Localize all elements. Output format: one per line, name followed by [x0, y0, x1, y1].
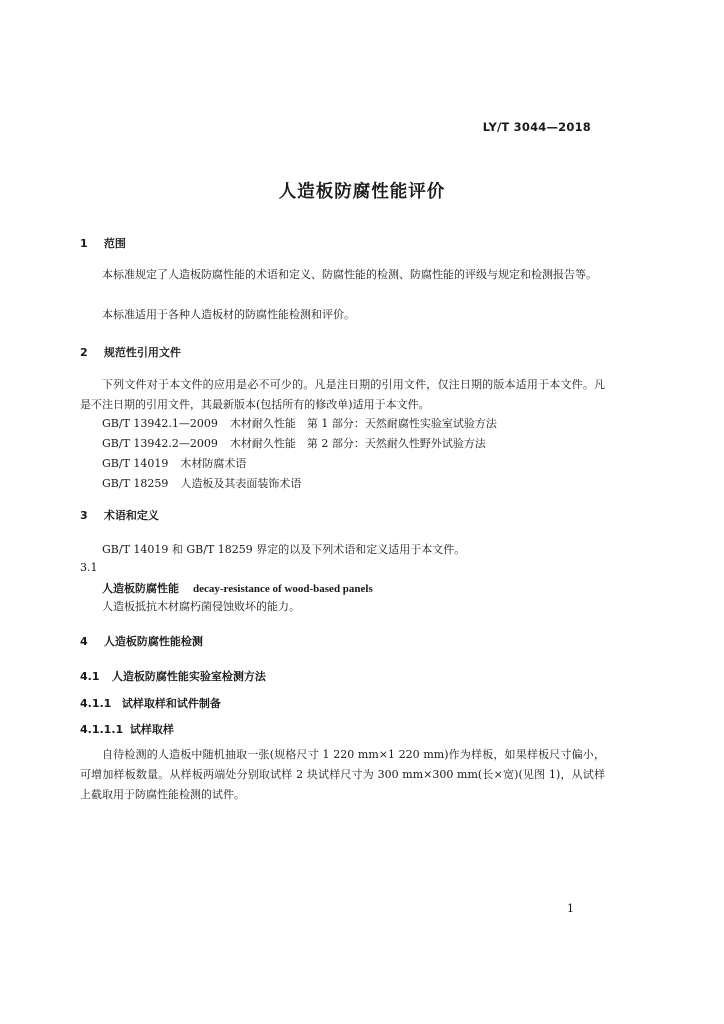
section-4-1-heading [80, 668, 266, 684]
section-4-paragraph-1: 自待检测的人造板中随机抽取一张(规格尺寸 1 220 mm×1 220 mm)作为样板，如果样板尺寸偏小，可增加样板数量。从样板两端处分别取试样 2 块试样尺寸为 300 mm×300 mm(长×宽)(见图 1)，从试样上截取用于防腐性能检测的试件。 [80, 748, 605, 801]
section-4-1-1-heading [80, 695, 221, 711]
section-3-title: 术语和定义 [103, 509, 159, 522]
reference-code: GB/T 14019 [102, 457, 169, 470]
reference-item [102, 455, 246, 471]
reference-item [102, 435, 486, 451]
reference-code: GB/T 13942.1—2009 [102, 417, 218, 430]
subsection-3-1-number: 3.1 [80, 561, 98, 574]
document-code: LY/T 3044—2018 [482, 120, 591, 134]
document-title: 人造板防腐性能评价 [278, 182, 446, 202]
term-chinese: 人造板防腐性能 [102, 582, 179, 595]
reference-code: GB/T 13942.2—2009 [102, 437, 218, 450]
section-1-heading [80, 235, 126, 251]
section-3-paragraph-1: GB/T 14019 和 GB/T 18259 界定的以及下列术语和定义适用于本文件。 [102, 543, 466, 556]
term-definition: 人造板抵抗木材腐朽菌侵蚀败坏的能力。 [102, 600, 300, 613]
section-1-paragraph-2: 本标准适用于各种人造板材的防腐性能检测和评价。 [102, 308, 355, 321]
section-4-heading [80, 633, 203, 649]
reference-name: 木材防腐术语 [180, 457, 247, 470]
section-4-1-1-title: 试样取样和试件制备 [121, 697, 221, 710]
section-4-1-title: 人造板防腐性能实验室检测方法 [111, 670, 266, 683]
section-3-heading [80, 507, 159, 523]
page-number: 1 [567, 902, 574, 915]
section-4-title: 人造板防腐性能检测 [103, 635, 203, 648]
section-4-1-1-1-number: 4.1.1.1 [80, 723, 124, 736]
reference-name: 人造板及其表面装饰术语 [180, 477, 302, 490]
reference-code: GB/T 18259 [102, 477, 169, 490]
section-3-number: 3 [80, 509, 88, 522]
reference-item [102, 415, 497, 431]
reference-item [102, 475, 301, 491]
section-1-number: 1 [80, 237, 88, 250]
section-4-1-1-1-title: 试样取样 [129, 723, 174, 736]
section-4-1-1-1-heading [80, 721, 174, 737]
reference-name: 木材耐久性能 第 1 部分：天然耐腐性实验室试验方法 [229, 417, 497, 430]
section-4-1-1-number: 4.1.1 [80, 697, 112, 710]
term-english: decay-resistance of wood-based panels [193, 583, 373, 595]
section-2-title: 规范性引用文件 [103, 346, 181, 359]
section-1-paragraph-1: 本标准规定了人造板防腐性能的术语和定义、防腐性能的检测、防腐性能的评级与规定和检测报告等。 [102, 268, 597, 281]
reference-name: 木材耐久性能 第 2 部分：天然耐久性野外试验方法 [229, 437, 486, 450]
term-entry [102, 580, 373, 596]
section-2-number: 2 [80, 346, 88, 359]
section-2-heading [80, 344, 181, 360]
section-1-title: 范围 [103, 237, 126, 250]
section-4-number: 4 [80, 635, 88, 648]
section-4-1-number: 4.1 [80, 670, 100, 683]
section-2-paragraph-1: 下列文件对于本文件的应用是必不可少的。凡是注日期的引用文件，仅注日期的版本适用于本文件。凡是不注日期的引用文件，其最新版本(包括所有的修改单)适用于本文件。 [80, 378, 605, 411]
